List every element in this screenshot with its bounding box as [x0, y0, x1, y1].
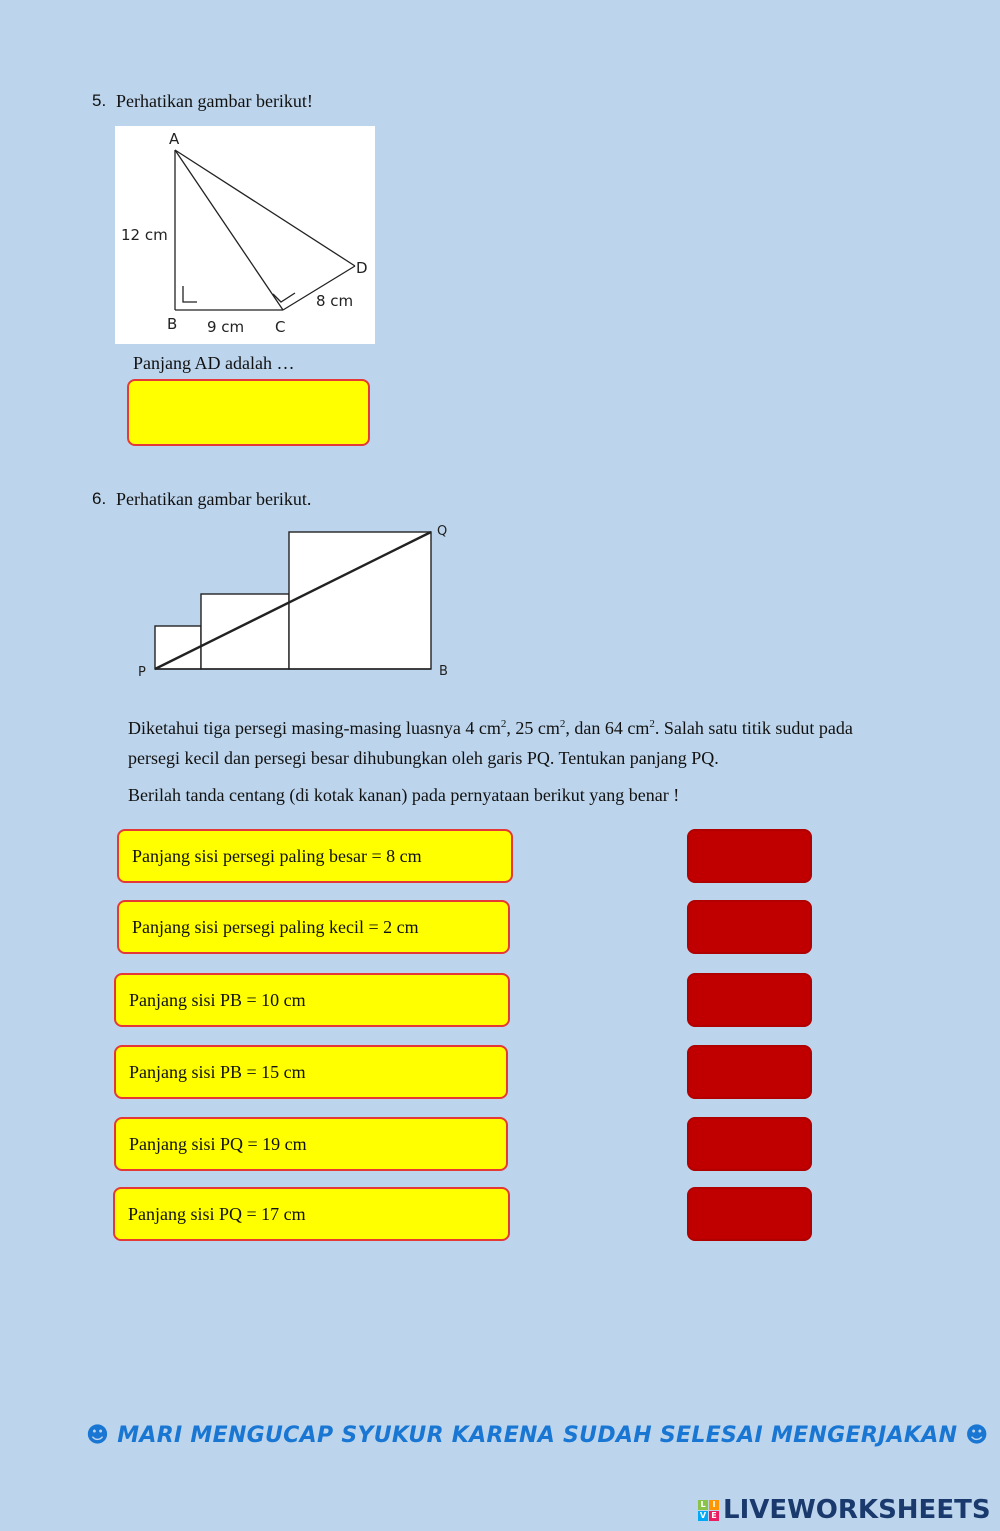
statement-2: Panjang sisi persegi paling kecil = 2 cm	[117, 900, 510, 954]
statement-6: Panjang sisi PQ = 17 cm	[113, 1187, 510, 1241]
label-d: D	[356, 259, 368, 277]
liveworksheets-logo[interactable]	[698, 1495, 991, 1525]
large-square	[289, 532, 431, 669]
q6-description-line1: Diketahui tiga persegi masing-masing luasnya 4 $cm^2$, 25 $cm^2$, dan 64 $cm^2$. Salah satu titik sudut pada	[128, 718, 853, 738]
label-ab-length: 12 cm	[121, 226, 168, 244]
closing-message	[86, 1423, 989, 1448]
q5-answer-input[interactable]	[127, 379, 370, 446]
q5-prompt: Perhatikan gambar berikut!	[116, 91, 313, 111]
segment-ac	[175, 150, 283, 310]
q6-number: 6.	[92, 489, 107, 508]
statement-1: Panjang sisi persegi paling besar = 8 cm	[117, 829, 513, 883]
q5-number: 5.	[92, 91, 107, 110]
logo-mark-icon: L I V E	[698, 1500, 719, 1521]
label-q: Q	[437, 524, 448, 539]
label-b6: B	[439, 664, 448, 679]
closing-text: MARI MENGUCAP SYUKUR KARENA SUDAH SELESAI MENGERJAKAN	[117, 1423, 958, 1448]
q6-prompt: Perhatikan gambar berikut.	[116, 489, 312, 509]
label-b: B	[167, 315, 178, 333]
medium-square	[201, 594, 289, 669]
label-bc-length: 9 cm	[207, 318, 245, 336]
smiley-icon: ☻	[965, 1423, 989, 1448]
squares-diagram	[130, 518, 460, 688]
statement-4: Panjang sisi PB = 15 cm	[114, 1045, 508, 1099]
statement-5: Panjang sisi PQ = 19 cm	[114, 1117, 508, 1171]
label-a: A	[169, 130, 180, 148]
q5-figure	[115, 126, 375, 344]
triangle-diagram	[115, 126, 375, 344]
label-c: C	[275, 318, 286, 336]
small-square	[155, 626, 201, 669]
checkbox-5[interactable]	[687, 1117, 812, 1171]
right-angle-b	[183, 286, 197, 302]
checkbox-2[interactable]	[687, 900, 812, 954]
logo-text: LIVEWORKSHEETS	[723, 1495, 991, 1525]
q6-instruction: Berilah tanda centang (di kotak kanan) pada pernyataan berikut yang benar !	[128, 785, 680, 805]
checkbox-4[interactable]	[687, 1045, 812, 1099]
label-cd-length: 8 cm	[316, 292, 354, 310]
statement-3: Panjang sisi PB = 10 cm	[114, 973, 510, 1027]
q6-description-line2: persegi kecil dan persegi besar dihubungkan oleh garis PQ. Tentukan panjang PQ.	[128, 748, 719, 768]
checkbox-6[interactable]	[687, 1187, 812, 1241]
label-p: P	[138, 665, 146, 680]
smiley-icon: ☻	[86, 1423, 110, 1448]
segment-ad	[175, 150, 355, 266]
q5-question: Panjang AD adalah …	[133, 353, 295, 373]
checkbox-1[interactable]	[687, 829, 812, 883]
q6-figure	[130, 518, 460, 688]
checkbox-3[interactable]	[687, 973, 812, 1027]
